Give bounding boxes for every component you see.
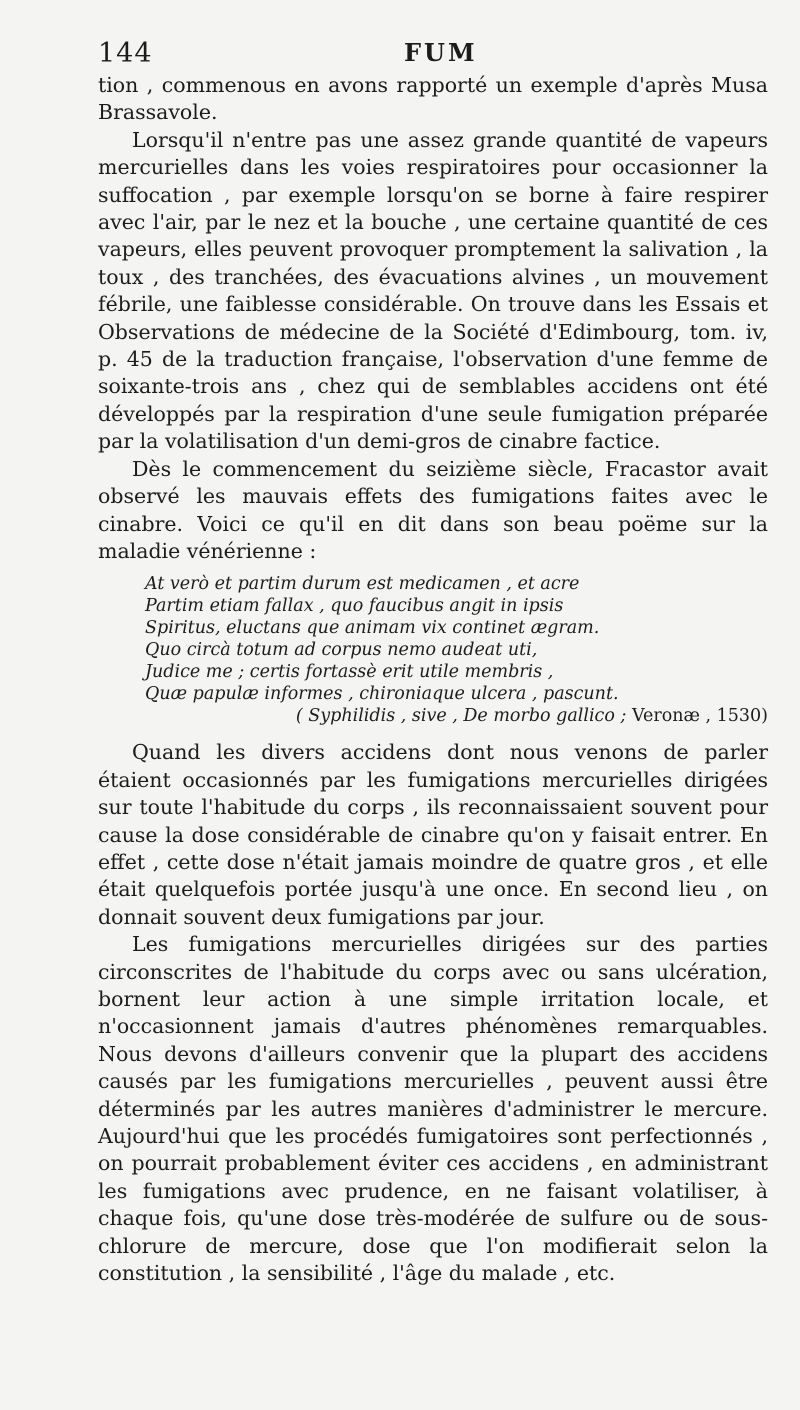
paragraph-fracastor: Dès le commencement du seizième siècle, Fracastor avait observé les mauvais effets des fumigations faites avec le cinabre. Voici ce qu'il en dit dans son beau poëme sur la maladie vénérienne : [98,456,768,563]
paragraph-localized-fumigations: Les fumigations mercurielles dirigées sur des parties circonscrites de l'habitude du corps avec ou sans ulcération, bornent leur action à une simple irritation locale, et n'occasionnent jamais d'autres phénomènes remarquables. Nous devons d'ailleurs convenir que la plupart des accidens causés par les fumigations mercurielles , peuvent aussi être déterminés par les autres manières d'administrer le mercure. Aujourd'hui que les procédés fumigatoires sont perfectionnés , on pourrait probablement éviter ces accidens , en administrant les fumigations avec prudence, en ne faisant volatiliser, à chaque fois, qu'une dose très-modérée de sulfure ou de sous-chlorure de mercure, dose que l'on modifierait selon la constitution , la sensibilité , l'âge du malade , etc. [98,932,768,1286]
verse-citation [145,705,768,727]
verse-line: Quæ papulæ informes , chironiaque ulcera , pascunt. [145,684,619,705]
paragraph-mercurial-vapours: Lorsqu'il n'entre pas une assez grande quantité de vapeurs mercurielles dans les voies respiratoires pour occasionner la suffocation , par exemple lorsqu'on se borne à faire respirer avec l'air, par le nez et la bouche , une certaine quantité de ces vapeurs, elles peuvent provoquer promptement la salivation , la toux , des tranchées, des évacuations alvines , un mouvement fébrile, une faiblesse considérable. On trouve dans les Essais et Observations de médecine de la Société d'Edimbourg, tom. iv, p. 45 de la traduction française, l'observation d'une femme de soixante-trois ans , chez qui de semblables accidens ont été développés par la respiration d'une seule fumigation préparée par la volatilisation d'un demi-gros de cinabre factice. [98,127,768,454]
verse-line: Spiritus, eluctans que animam vix continet ægram. [145,618,600,639]
verse-line: Partim etiam fallax , quo faucibus angit in ipsis [145,596,564,617]
citation-title: ( Syphilidis , sive , De morbo gallico ; [295,706,627,727]
verse-line: Quo circà totum ad corpus nemo audeat uti, [145,640,538,661]
paragraph-continuation: tion , commenous en avons rapporté un exemple d'après Musa Brassavole. [98,73,768,125]
verse-line: At verò et partim durum est medicamen , et acre [145,574,580,595]
running-head: FUM [404,38,478,67]
page-header [98,38,768,72]
verse-line: Judice me ; certis fortassè erit utile membris , [145,662,554,683]
citation-place: Veronæ , 1530) [631,706,768,727]
latin-verse-quotation [145,573,768,727]
paragraph-accidents: Quand les divers accidens dont nous venons de parler étaient occasionnés par les fumigations mercurielles dirigées sur toute l'habitude du corps , ils reconnaissaient souvent pour cause la dose considérable de cinabre qu'on y faisait entrer. En effet , cette dose n'était jamais moindre de quatre gros , et elle était quelquefois portée jusqu'à une once. En second lieu , on donnait souvent deux fumigations par jour. [98,740,768,929]
page-number: 144 [98,38,153,69]
